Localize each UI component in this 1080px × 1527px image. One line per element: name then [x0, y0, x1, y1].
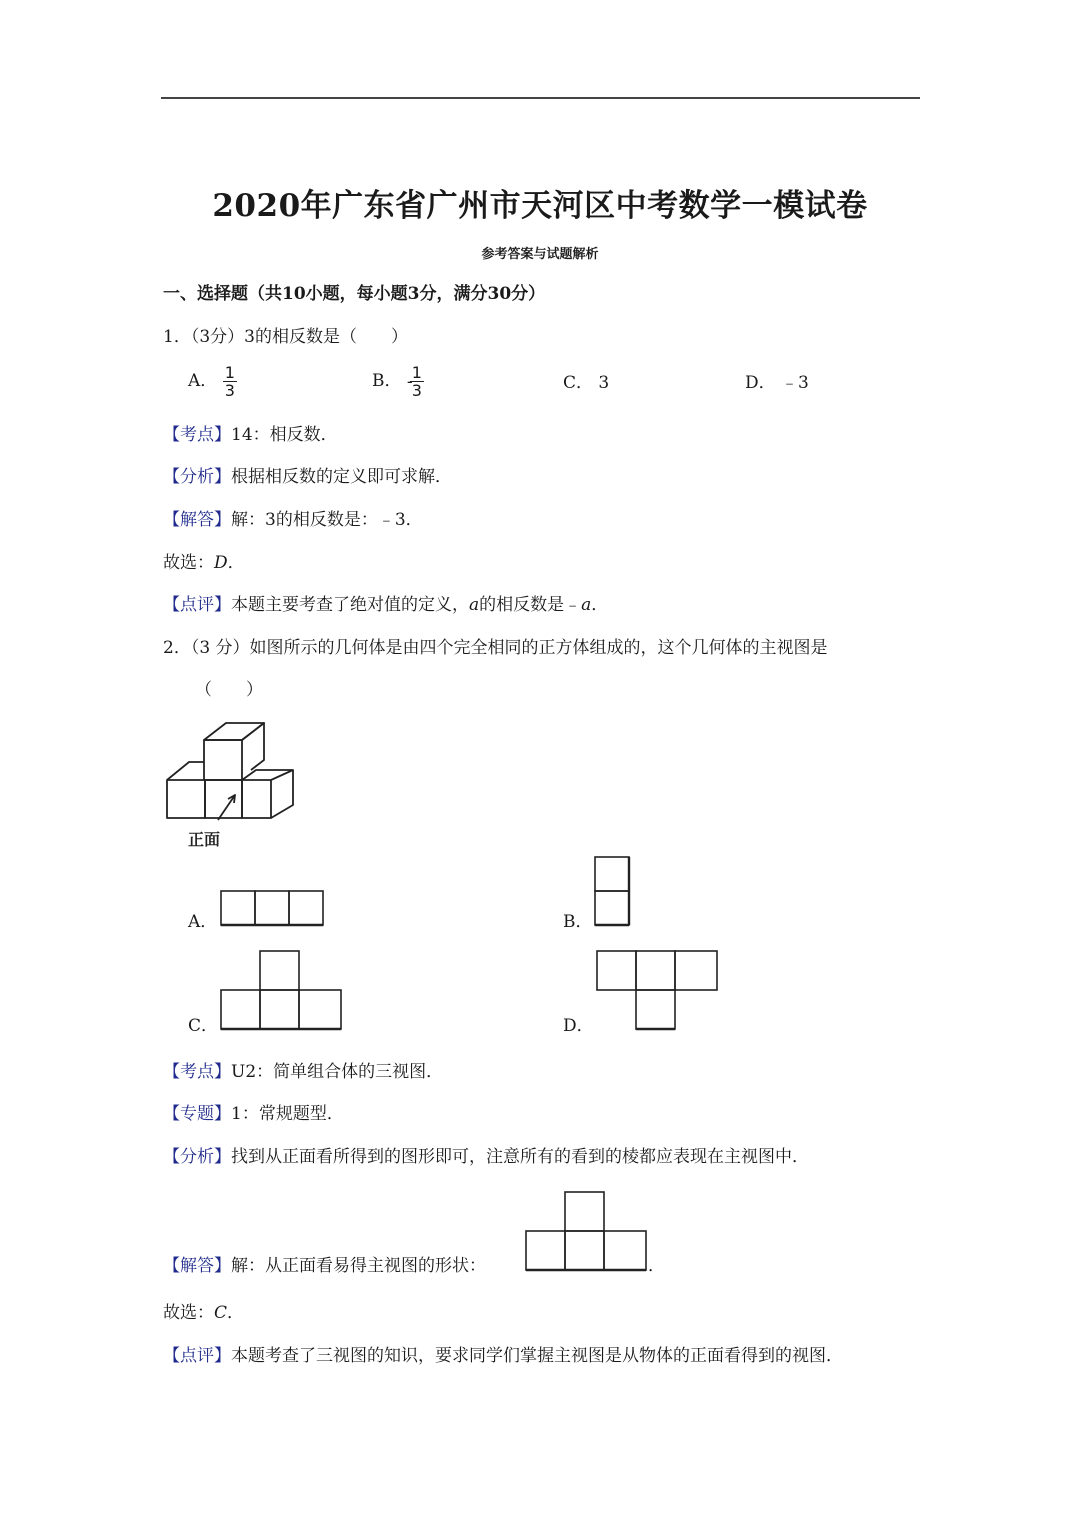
fraction: $\frac{1}{3}$ — [224, 363, 235, 400]
minus-sign: - — [406, 371, 413, 391]
q1-stem: 1．（3分）3的相反数是（ ） — [163, 327, 408, 347]
q1-option-a[interactable] — [188, 364, 237, 399]
tag-label: 【解答】 — [163, 1256, 231, 1276]
q2-stem: 2．（3 分）如图所示的几何体是由四个完全相同的正方体组成的，这个几何体的主视图是 — [163, 638, 828, 658]
q2-stem-paren: （ ） — [195, 680, 263, 700]
q2-option-a-label[interactable]: A． — [188, 912, 218, 932]
q2-option-c-label[interactable]: C． — [188, 1016, 219, 1036]
q2-zhuanti: 【专题】1：常规题型． — [163, 1104, 344, 1124]
fraction: $\frac{1}{3}$ — [411, 363, 422, 400]
q2-jieda: 【解答】解：从正面看易得主视图的形状： — [163, 1256, 486, 1276]
q1-answer: 故选：D． — [163, 553, 245, 573]
q1-fenxi: 【分析】根据相反数的定义即可求解． — [163, 467, 452, 487]
q2-jieda-period: ． — [648, 1256, 665, 1276]
tag-label: 【考点】 — [163, 1062, 231, 1082]
q2-answer: 故选：C． — [163, 1303, 245, 1323]
q2-dianping: 【点评】本题考查了三视图的知识，要求同学们掌握主视图是从物体的正面看得到的视图． — [163, 1346, 843, 1366]
q2-option-d-label[interactable]: D． — [563, 1016, 594, 1036]
option-value: 3 — [598, 373, 610, 393]
tag-label: 【考点】 — [163, 425, 231, 445]
q1-option-c[interactable] — [563, 373, 609, 393]
q1-jieda: 【解答】解：3的相反数是：﹣3． — [163, 510, 423, 530]
q2-option-b-label[interactable]: B． — [563, 912, 593, 932]
q1-option-b[interactable] — [372, 364, 424, 399]
q2-option-d-figure[interactable] — [595, 950, 721, 1032]
q2-answer-front-view-figure — [524, 1191, 650, 1273]
q2-option-b-figure[interactable] — [594, 856, 632, 928]
option-label: C． — [563, 373, 594, 393]
section-heading: 一、选择题（共10小题，每小题3分，满分30分） — [163, 284, 546, 304]
tag-label: 【点评】 — [163, 1346, 231, 1366]
front-face-label: 正面 — [188, 830, 221, 849]
tag-label: 【解答】 — [163, 510, 231, 530]
tag-label: 【分析】 — [163, 467, 231, 487]
q1-dianping: 【点评】本题主要考查了绝对值的定义，a的相反数是﹣a． — [163, 595, 609, 615]
cube-assembly-figure — [160, 715, 330, 855]
tag-label: 【分析】 — [163, 1147, 231, 1167]
q1-kaodian: 【考点】14：相反数． — [163, 425, 338, 445]
page-title: 2020年广东省广州市天河区中考数学一模试卷 — [212, 188, 868, 224]
tag-label: 【专题】 — [163, 1104, 231, 1124]
page-subtitle: 参考答案与试题解析 — [481, 247, 599, 262]
option-label: A． — [188, 371, 218, 391]
q2-kaodian: 【考点】U2：简单组合体的三视图． — [163, 1062, 444, 1082]
q2-option-a-figure[interactable] — [220, 890, 326, 927]
q1-option-d[interactable] — [745, 373, 809, 393]
q2-fenxi: 【分析】找到从正面看所得到的图形即可，注意所有的看到的棱都应表现在主视图中． — [163, 1147, 809, 1167]
top-rule — [161, 97, 920, 99]
q2-option-c-figure[interactable] — [219, 950, 345, 1032]
option-value: ﹣3 — [781, 373, 809, 393]
tag-label: 【点评】 — [163, 595, 231, 615]
option-label: B． — [372, 371, 402, 391]
option-label: D． — [745, 373, 776, 393]
